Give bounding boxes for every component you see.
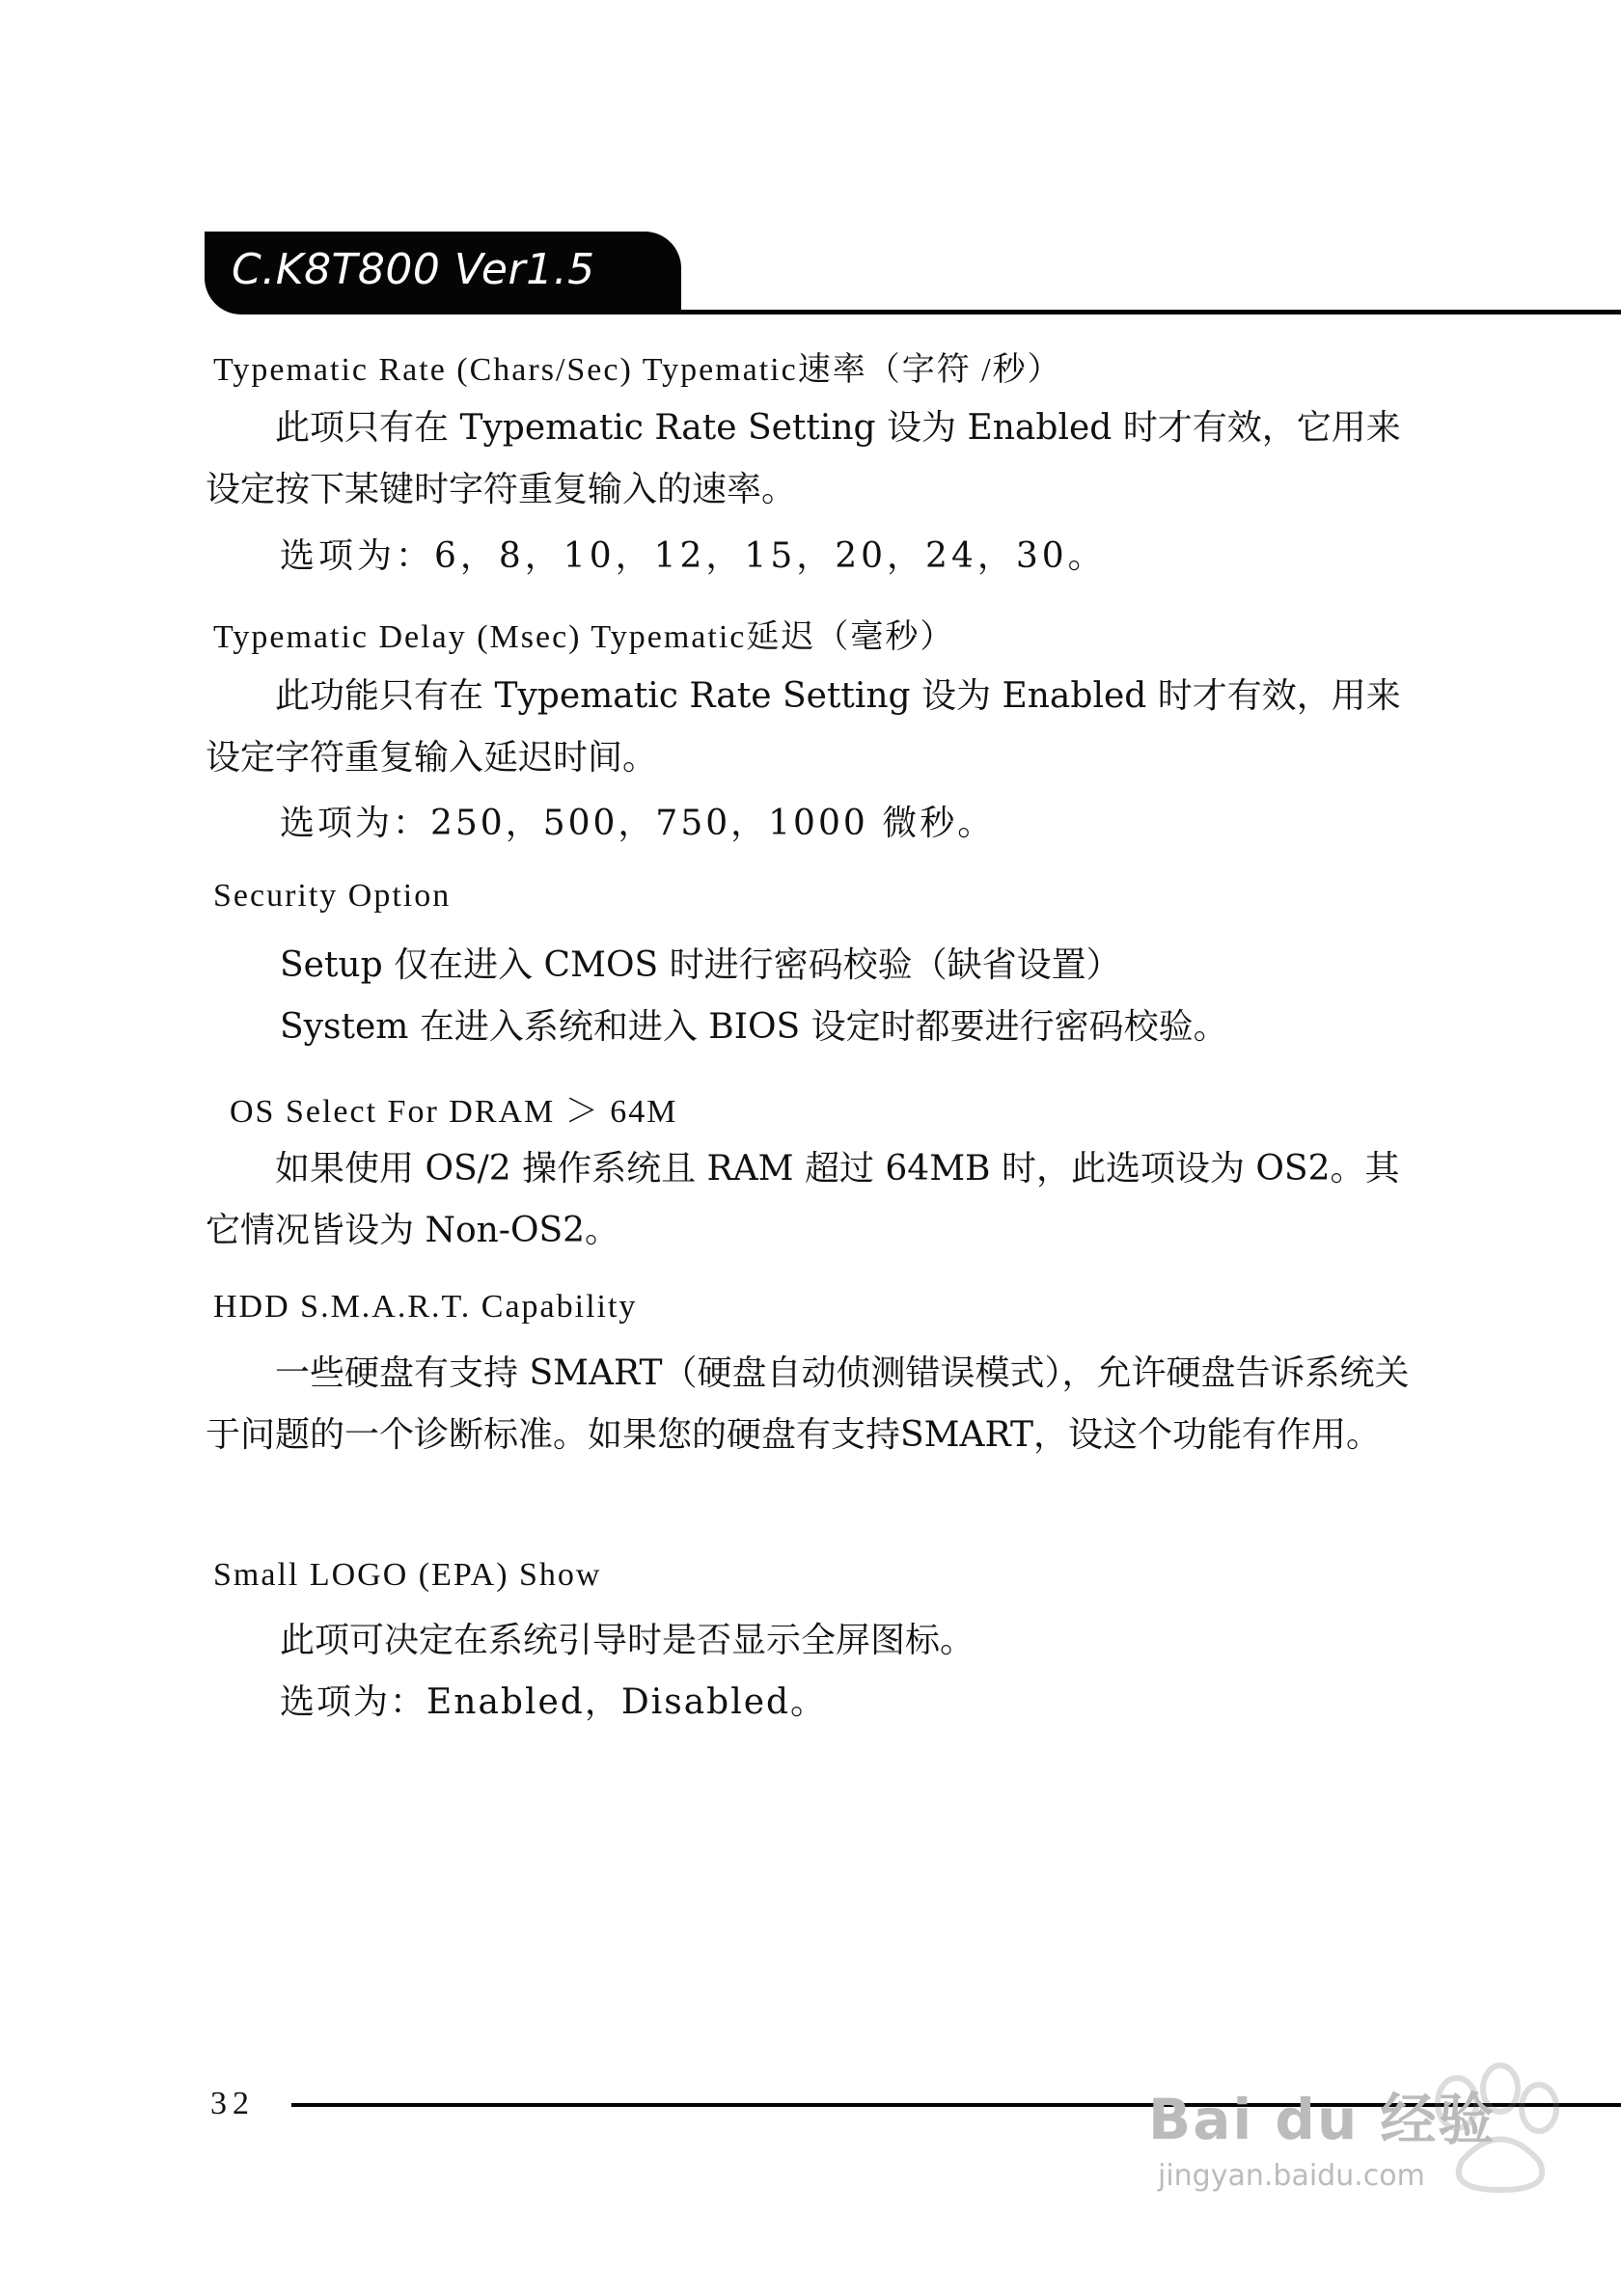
section-heading-os-select: OS Select For DRAM ＞ 64M — [230, 1094, 678, 1130]
section-heading-typematic-rate: Typematic Rate (Chars/Sec) Typematic速率（字符 /秒） — [213, 352, 1062, 388]
header-rule — [618, 310, 1621, 314]
section-line-small-logo-desc: 此项可决定在系统引导时是否显示全屏图标。 — [280, 1621, 975, 1660]
watermark-url: jingyan.baidu.com — [1158, 2159, 1425, 2193]
section-options-small-logo: 选项为：Enabled，Disabled。 — [280, 1682, 828, 1722]
section-line-setup: Setup 仅在进入 CMOS 时进行密码校验（缺省设置） — [280, 945, 1121, 985]
section-options-typematic-delay: 选项为：250，500，750，1000 微秒。 — [280, 804, 996, 843]
page-number: 32 — [210, 2086, 255, 2121]
section-heading-small-logo: Small LOGO (EPA) Show — [213, 1557, 602, 1593]
section-paragraph-typematic-rate: 此项只有在 Typematic Rate Setting 设为 Enabled 时才有效，它用来设定按下某键时字符重复输入的速率。 — [206, 408, 1401, 509]
section-options-typematic-rate: 选项为：6，8，10，12，15，20，24，30。 — [280, 536, 1107, 576]
section-heading-hdd-smart: HDD S.M.A.R.T. Capability — [213, 1289, 638, 1325]
section-paragraph-hdd-smart: 一些硬盘有支持 SMART（硬盘自动侦测错误模式），允许硬盘告诉系统关于问题的一个诊断标准。如果您的硬盘有支持SMART，设这个功能有作用。 — [206, 1353, 1410, 1455]
document-title: C.K8T800 Ver1.5 — [232, 245, 595, 294]
watermark-brand: Bai du 经验 — [1148, 2087, 1497, 2152]
section-line-system: System 在进入系统和进入 BIOS 设定时都要进行密码校验。 — [280, 1007, 1228, 1047]
section-heading-security-option: Security Option — [213, 878, 452, 914]
section-paragraph-os-select: 如果使用 OS/2 操作系统且 RAM 超过 64MB 时，此选项设为 OS2。其它情况皆设为 Non-OS2。 — [206, 1149, 1400, 1250]
section-heading-typematic-delay: Typematic Delay (Msec) Typematic延迟（毫秒） — [213, 619, 955, 655]
section-paragraph-typematic-delay: 此功能只有在 Typematic Rate Setting 设为 Enabled 时才有效，用来设定字符重复输入延迟时间。 — [206, 676, 1401, 778]
